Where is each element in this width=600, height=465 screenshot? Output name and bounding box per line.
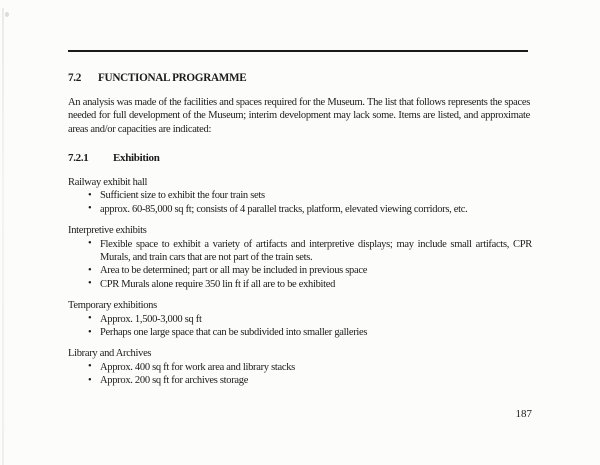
bullet-text: approx. 60-85,000 sq ft; consists of 4 parallel tracks, platform, elevated viewing corridors, etc. xyxy=(100,203,468,215)
facility-group xyxy=(68,347,532,387)
facility-group-heading: Library and Archives xyxy=(68,348,152,360)
facility-group xyxy=(68,224,532,291)
bullet-icon: • xyxy=(88,326,92,338)
facility-bullet-list xyxy=(68,313,532,340)
bullet-text: Flexible space to exhibit a variety of artifacts and interpretive displays; may include small artifacts, CPR Murals, and train cars that are not part of the train sets. xyxy=(100,238,532,264)
facility-group xyxy=(68,176,532,216)
bullet-icon: • xyxy=(88,361,92,373)
bullet-item xyxy=(68,374,532,387)
subsection-heading xyxy=(68,152,160,165)
header-rule xyxy=(68,50,528,52)
page-content xyxy=(68,0,530,465)
bullet-item xyxy=(68,238,532,265)
bullet-icon: • xyxy=(88,238,92,250)
bullet-item xyxy=(68,326,532,339)
bullet-text: CPR Murals alone require 350 lin ft if all are to be exhibited xyxy=(100,278,336,290)
scan-edge-artifact xyxy=(2,8,4,465)
bullet-icon: • xyxy=(88,264,92,276)
section-heading xyxy=(68,72,246,85)
section-title: FUNCTIONAL PROGRAMME xyxy=(98,72,247,84)
intro-paragraph: An analysis was made of the facilities and spaces required for the Museum. The list that follows represents the spaces needed for full development of the Museum; interim development may lack some. Items are listed, and approximate areas and/or capacities are indicated: xyxy=(68,97,530,135)
subsection-title: Exhibition xyxy=(113,152,160,164)
facility-bullet-list xyxy=(68,361,532,388)
bullet-icon: • xyxy=(88,189,92,201)
bullet-text: Approx. 200 sq ft for archives storage xyxy=(100,375,249,387)
bullet-text: Perhaps one large space that can be subdivided into smaller galleries xyxy=(100,327,368,339)
bullet-item xyxy=(68,313,532,326)
bullet-text: Approx. 400 sq ft for work area and library stacks xyxy=(100,361,295,373)
facility-group-heading: Temporary exhibitions xyxy=(68,300,157,312)
subsection-number: 7.2.1 xyxy=(68,152,89,164)
bullet-item xyxy=(68,278,532,291)
bullet-icon: • xyxy=(88,374,92,386)
facility-bullet-list xyxy=(68,238,532,292)
bullet-text: Area to be determined; part or all may be included in previous space xyxy=(100,265,368,277)
facility-group xyxy=(68,299,532,339)
section-number: 7.2 xyxy=(68,72,82,84)
page-number: 187 xyxy=(515,408,532,420)
facility-bullet-list xyxy=(68,189,532,216)
bullet-icon: • xyxy=(88,313,92,325)
bullet-text: Sufficient size to exhibit the four train sets xyxy=(100,190,265,202)
facility-group-heading: Interpretive exhibits xyxy=(68,225,147,237)
facility-groups xyxy=(68,176,532,396)
bullet-icon: • xyxy=(88,278,92,290)
scan-speck-artifact xyxy=(5,12,9,17)
bullet-item xyxy=(68,189,532,202)
bullet-icon: • xyxy=(88,203,92,215)
bullet-text: Approx. 1,500-3,000 sq ft xyxy=(100,313,202,325)
bullet-item xyxy=(68,264,532,277)
facility-group-heading: Railway exhibit hall xyxy=(68,177,148,188)
bullet-item xyxy=(68,361,532,374)
bullet-item xyxy=(68,203,532,216)
